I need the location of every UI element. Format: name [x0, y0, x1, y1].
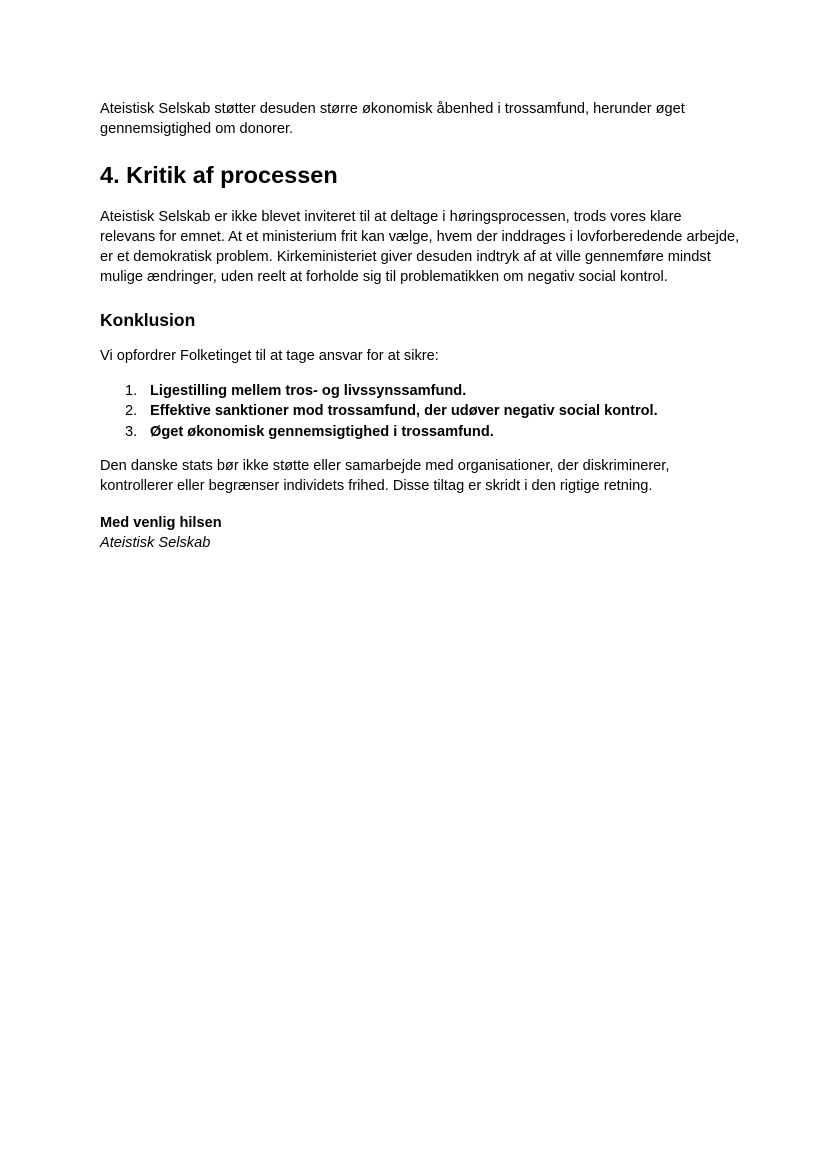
signature-greeting: Med venlig hilsen	[100, 514, 222, 531]
list-item-number: 2.	[125, 403, 138, 420]
critique-paragraph: Ateistisk Selskab er ikke blevet inviteret til at deltage i høringsprocessen, trods vores klare relevans for emnet. At et ministerium frit kan vælge, hvem der inddrages i lovforberedende arbejde, er et demokratisk problem. Kirkeministeriet giver desuden indtryk af at ville gennemføre mindst mulige ændringer, uden reelt at forholde sig til problematikken om negativ social kontrol.	[100, 208, 740, 286]
list-item	[100, 381, 740, 401]
document-page	[100, 99, 740, 553]
section-heading: 4. Kritik af processen	[100, 161, 338, 188]
list-item-text: Øget økonomisk gennemsigtighed i trossamfund.	[150, 423, 494, 440]
conclusion-lead: Vi opfordrer Folketinget til at tage ansvar for at sikre:	[100, 347, 439, 364]
conclusion-heading: Konklusion	[100, 309, 196, 330]
list-item-number: 3.	[125, 423, 138, 440]
list-item-number: 1.	[125, 383, 138, 400]
signature-name: Ateistisk Selskab	[100, 534, 211, 551]
list-item	[100, 422, 740, 442]
conclusion-list	[100, 381, 740, 442]
list-item-text: Effektive sanktioner mod trossamfund, der udøver negativ social kontrol.	[150, 403, 658, 420]
intro-paragraph: Ateistisk Selskab støtter desuden større økonomisk åbenhed i trossamfund, herunder øget gennemsigtighed om donorer.	[100, 101, 685, 138]
list-item-text: Ligestilling mellem tros- og livssynssamfund.	[150, 383, 467, 400]
list-item	[100, 401, 740, 421]
closing-paragraph: Den danske stats bør ikke støtte eller samarbejde med organisationer, der diskriminerer, kontrollerer eller begrænser individets frihed. Disse tiltag er skridt i den rigtige retning.	[100, 457, 670, 495]
